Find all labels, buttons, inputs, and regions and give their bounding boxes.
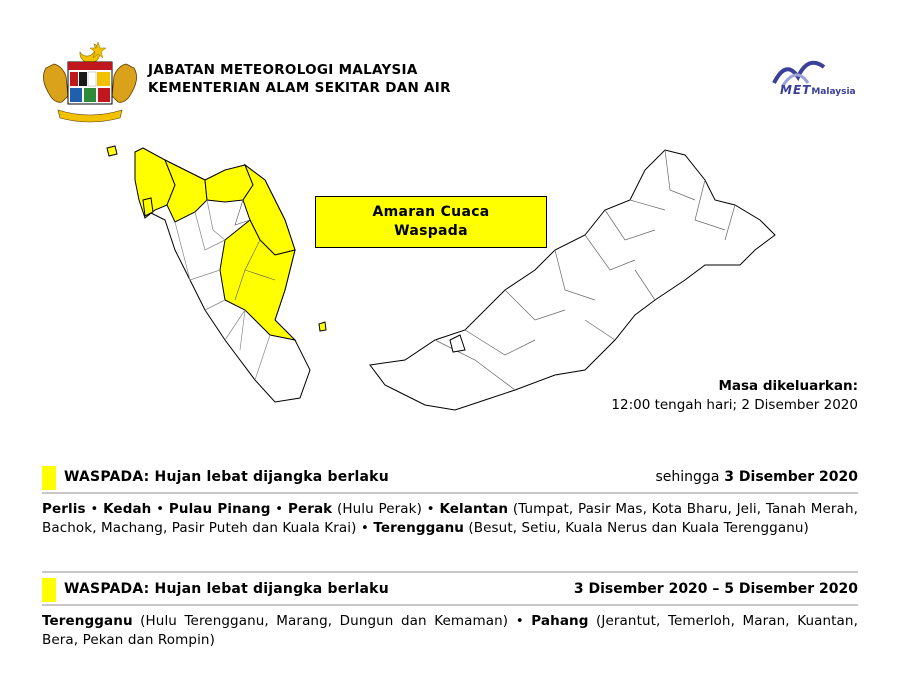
warning-section-2	[42, 578, 858, 650]
section-divider	[42, 604, 858, 606]
section-areas: Terengganu (Hulu Terengganu, Marang, Dungun dan Kemaman) • Pahang (Jerantut, Temerloh, Maran, Kuantan, Bera, Pekan dan Rompin)	[42, 613, 858, 648]
issued-value: 12:00 tengah hari; 2 Disember 2020	[611, 397, 858, 413]
org-line-1: JABATAN METEOROLOGI MALAYSIA	[148, 62, 418, 78]
issued-time	[611, 377, 858, 415]
met-logo-text	[780, 83, 856, 97]
section-header	[42, 578, 858, 602]
warning-section-1	[42, 466, 858, 538]
malaysia-coat-of-arms-icon	[40, 38, 140, 123]
yellow-indicator-bar	[42, 466, 56, 490]
section-header	[42, 466, 858, 490]
organization-name	[148, 61, 451, 97]
peninsular-malaysia-map	[95, 140, 345, 410]
section-separator	[42, 571, 858, 573]
yellow-indicator-bar	[42, 578, 56, 602]
section-title: WASPADA: Hujan lebat dijangka berlaku	[64, 581, 389, 597]
warning-box-line-1: Amaran Cuaca	[372, 204, 490, 220]
section-title: WASPADA: Hujan lebat dijangka berlaku	[64, 469, 389, 485]
sarawak-sabah-outline	[370, 150, 775, 410]
met-logo-text-small: Malaysia	[811, 87, 856, 97]
section-areas: Perlis • Kedah • Pulau Pinang • Perak (Hulu Perak) • Kelantan (Tumpat, Pasir Mas, Kota Bharu, Jeli, Tanah Merah, Bachok, Machang, Pasir Puteh dan Kuala Krai) • Terengganu (Besut, Setiu, Kuala Nerus dan Kuala Terengganu)	[42, 501, 858, 536]
org-line-2: KEMENTERIAN ALAM SEKITAR DAN AIR	[148, 80, 451, 96]
issued-label: Masa dikeluarkan:	[718, 378, 858, 394]
section-date	[574, 581, 858, 597]
section-date-value: 3 Disember 2020 – 5 Disember 2020	[573, 581, 858, 597]
section-date-prefix: sehingga	[655, 469, 720, 485]
warning-box-line-2: Waspada	[394, 223, 468, 239]
island-langkawi	[107, 146, 117, 156]
met-logo-text-big: MET	[780, 83, 812, 97]
warning-level-box	[315, 196, 547, 248]
island-tioman	[319, 322, 326, 331]
state-pulau-pinang	[143, 198, 153, 216]
section-date-value: 3 Disember 2020	[724, 469, 858, 485]
section-divider	[42, 492, 858, 494]
section-date	[656, 469, 859, 485]
